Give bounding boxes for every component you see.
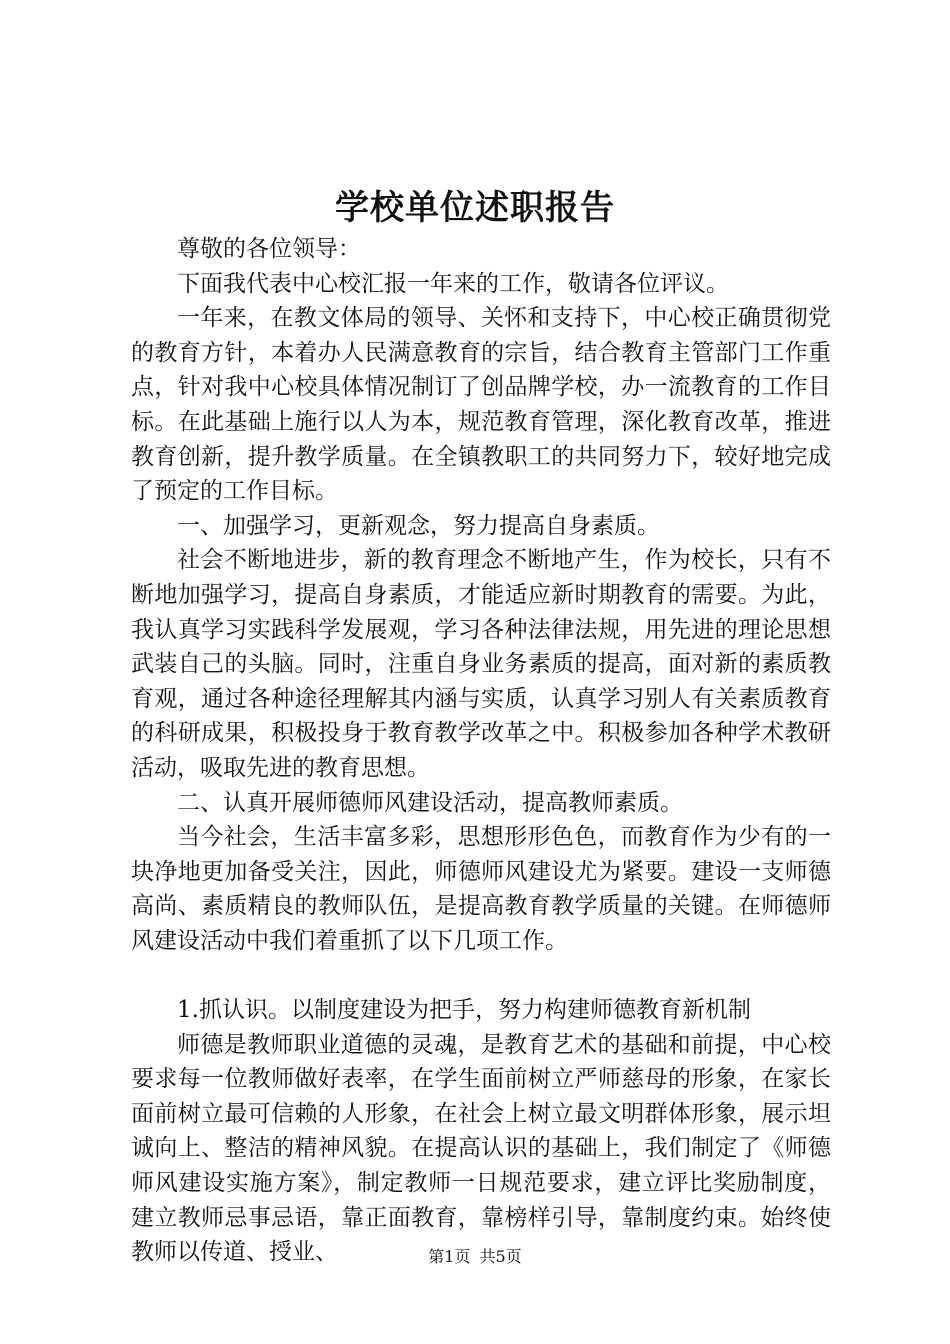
section-heading-2: 二、认真开展师德师风建设活动，提高教师素质。 <box>177 789 683 816</box>
overview-paragraph: 一年来，在教文体局的领导、关怀和支持下，中心校正确贯彻党的教育方针，本着办人民满意教育的宗旨，结合教育主管部门工作重点，针对我中心校具体情况制订了创品牌学校，办一流教育的工作目标。在此基础上施行以人为本，规范教育管理，深化教育改革，推进教育创新，提升教学质量。在全镇教职工的共同努力下，较好地完成了预定的工作目标。 <box>131 305 831 505</box>
section-1-paragraph: 社会不断地进步，新的教育理念不断地产生，作为校长，只有不断地加强学习，提高自身素质，才能适应新时期教育的需要。为此，我认真学习实践科学发展观，学习各种法律法规，用先进的理论思想武装自己的头脑。同时，注重自身业务素质的提高，面对新的素质教育观，通过各种途径理解其内涵与实质，认真学习别人有关素质教育的科研成果，积极投身于教育教学改革之中。积极参加各种学术教研活动，吸取先进的教育思想。 <box>131 547 831 781</box>
section-2-paragraph: 当今社会，生活丰富多彩，思想形形色色，而教育作为少有的一块净地更加备受关注，因此，师德师风建设尤为紧要。建设一支师德高尚、素质精良的教师队伍，是提高教育教学质量的关键。在师德师风建设活动中我们着重抓了以下几项工作。 <box>131 824 831 954</box>
subsection-heading-1: 1.抓认识。以制度建设为把手，努力构建师德教育新机制 <box>177 997 751 1024</box>
page-number: 第1页 <box>428 1247 471 1266</box>
salutation: 尊敬的各位领导： <box>177 236 361 262</box>
document-body <box>131 232 831 1270</box>
subsection-1-paragraph: 师德是教师职业道德的灵魂，是教育艺术的基础和前提，中心校要求每一位教师做好表率，在学生面前树立严师慈母的形象，在家长面前树立最可信赖的人形象，在社会上树立最文明群体形象，展示坦诚向上、整洁的精神风貌。在提高认识的基础上，我们制定了《师德师风建设实施方案》，制定教师一日规范要求，建立评比奖励制度，建立教师忌事忌语，靠正面教育，靠榜样引导，靠制度约束。始终使教师以传道、授业、 <box>131 1031 831 1266</box>
blank-line <box>131 958 831 993</box>
section-heading-1: 一、加强学习，更新观念，努力提高自身素质。 <box>177 512 660 539</box>
page-total: 共5页 <box>479 1247 522 1266</box>
page-footer <box>0 1247 950 1267</box>
document-title: 学校单位述职报告 <box>335 188 615 228</box>
intro-paragraph: 下面我代表中心校汇报一年来的工作，敬请各位评议。 <box>177 270 729 297</box>
